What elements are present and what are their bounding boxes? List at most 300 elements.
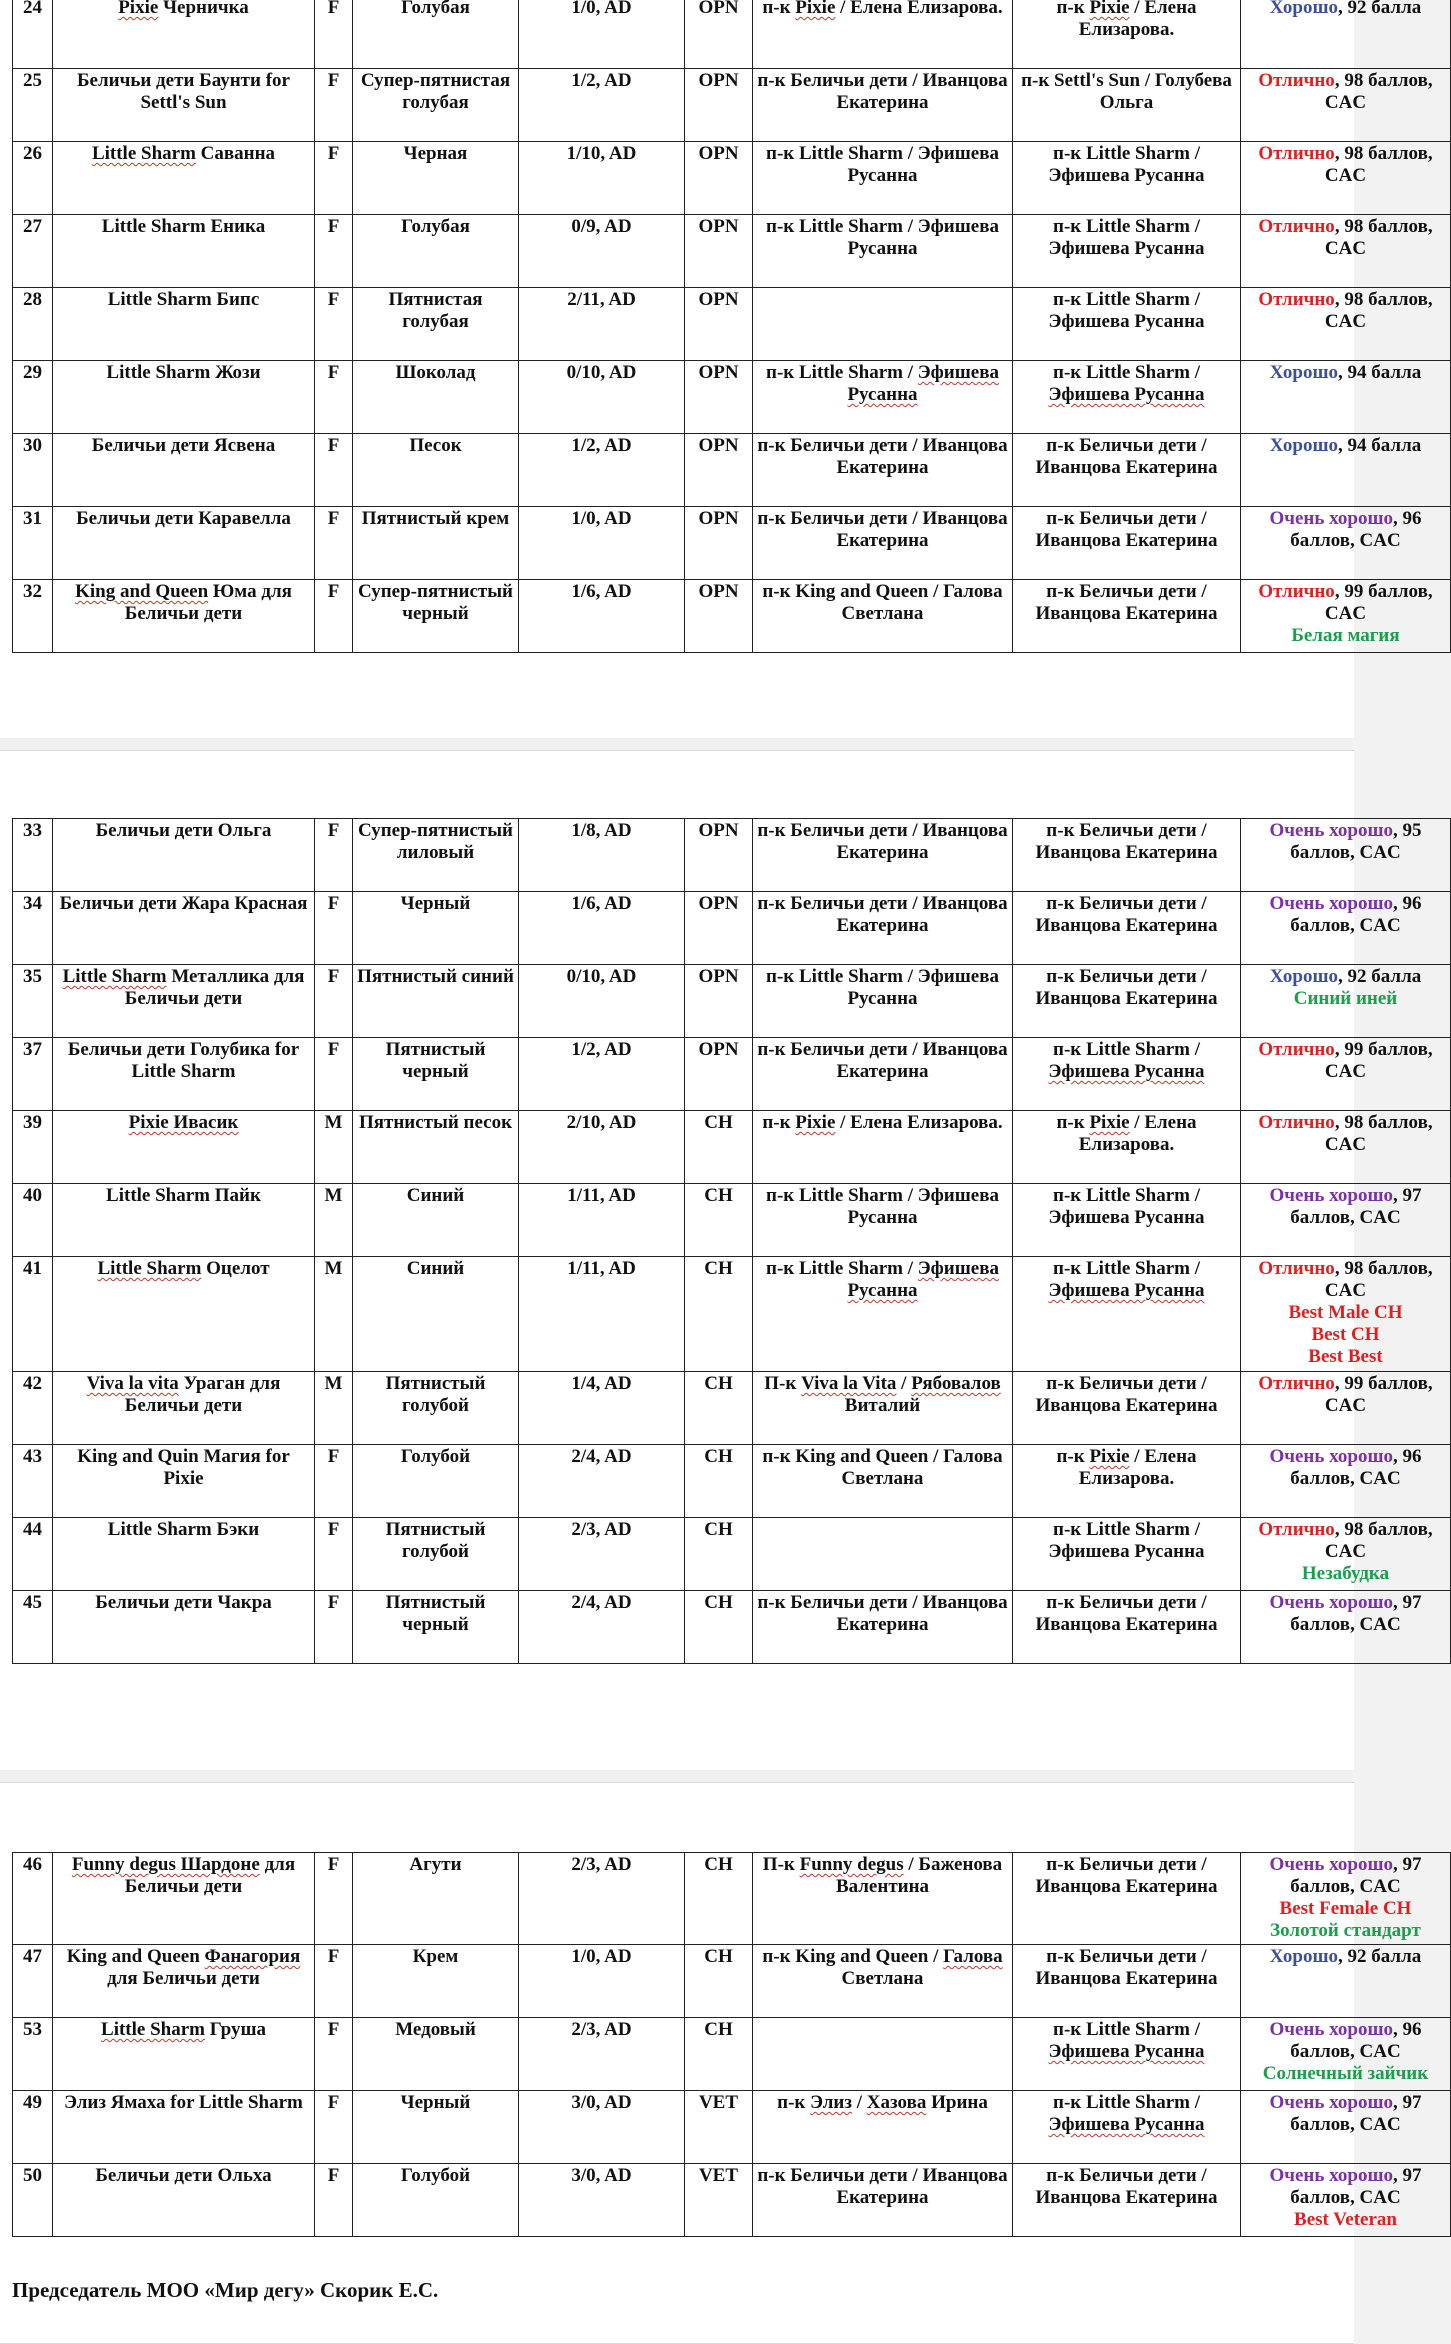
score-text: , 98 баллов, CAC (1324, 1112, 1433, 1155)
owner-cell: п-к Беличьи дети / Иванцова Екатерина (1013, 507, 1241, 580)
table-row (13, 1038, 1451, 1111)
breeder-cell: п-к Pixie / Елена Елизарова. (753, 0, 1013, 69)
result-cell (1241, 434, 1451, 507)
color-cell: Пятнистый голубой (353, 1518, 519, 1591)
age-cell: 2/4, AD (519, 1445, 685, 1518)
animal-name-cell: Little Sharm Оцелот (53, 1257, 315, 1372)
sex-cell: F (315, 361, 353, 434)
row-number-cell: 49 (13, 2091, 53, 2164)
animal-name-cell: Беличьи дети Жара Красная (53, 892, 315, 965)
result-cell (1241, 1853, 1451, 1945)
table-row (13, 580, 1451, 653)
animal-name-cell: Pixie Черничка (53, 0, 315, 69)
grade-label: Очень хорошо (1269, 2092, 1394, 2113)
result-cell (1241, 1184, 1451, 1257)
color-cell: Пятнистый крем (353, 507, 519, 580)
class-cell: OPN (685, 580, 753, 653)
row-number-cell: 45 (13, 1591, 53, 1664)
owner-cell: п-к Little Sharm / Эфишева Русанна (1013, 1038, 1241, 1111)
breeder-cell: п-к Little Sharm / Эфишева Русанна (753, 142, 1013, 215)
breeder-cell: п-к Беличьи дети / Иванцова Екатерина (753, 507, 1013, 580)
age-cell: 1/0, AD (519, 0, 685, 69)
breeder-cell: п-к Little Sharm / Эфишева Русанна (753, 965, 1013, 1038)
sex-cell: F (315, 1945, 353, 2018)
breeder-cell: п-к Little Sharm / Эфишева Русанна (753, 361, 1013, 434)
animal-name-cell: Беличьи дети Ольха (53, 2164, 315, 2237)
sex-cell: F (315, 580, 353, 653)
grade-label: Отлично (1258, 581, 1335, 602)
animal-name-cell: Little Sharm Пайк (53, 1184, 315, 1257)
breeder-cell: п-к Беличьи дети / Иванцова Екатерина (753, 819, 1013, 892)
sex-cell: M (315, 1111, 353, 1184)
table-row (13, 215, 1451, 288)
score-text: , 97 баллов, CAC (1290, 2165, 1422, 2208)
age-cell: 1/2, AD (519, 1038, 685, 1111)
result-cell (1241, 1445, 1451, 1518)
age-cell: 2/10, AD (519, 1111, 685, 1184)
age-cell: 2/4, AD (519, 1591, 685, 1664)
result-cell (1241, 69, 1451, 142)
registry-table-1 (12, 0, 1451, 653)
grade-label: Очень хорошо (1269, 820, 1394, 841)
breeder-cell (753, 1518, 1013, 1591)
result-cell (1241, 1591, 1451, 1664)
age-cell: 1/6, AD (519, 892, 685, 965)
breeder-cell (753, 2018, 1013, 2091)
score-text: , 97 баллов, CAC (1290, 1592, 1422, 1635)
age-cell: 3/0, AD (519, 2091, 685, 2164)
age-cell: 2/11, AD (519, 288, 685, 361)
sex-cell: F (315, 2018, 353, 2091)
grade-label: Очень хорошо (1269, 1185, 1394, 1206)
animal-name-cell: Беличьи дети Каравелла (53, 507, 315, 580)
color-cell: Супер-пятнистый черный (353, 580, 519, 653)
row-number-cell: 44 (13, 1518, 53, 1591)
age-cell: 1/10, AD (519, 142, 685, 215)
score-text: , 98 баллов, CAC (1324, 216, 1433, 259)
grade-label: Отлично (1258, 70, 1335, 91)
result-cell (1241, 819, 1451, 892)
class-cell: OPN (685, 215, 753, 288)
sex-cell: F (315, 215, 353, 288)
class-cell: OPN (685, 1038, 753, 1111)
class-cell: CH (685, 1257, 753, 1372)
page-gap (0, 738, 1354, 750)
animal-name-cell: Little Sharm Еника (53, 215, 315, 288)
result-cell (1241, 1038, 1451, 1111)
color-cell: Пятнистый голубой (353, 1372, 519, 1445)
age-cell: 1/0, AD (519, 507, 685, 580)
owner-cell: п-к Little Sharm / Эфишева Русанна (1013, 288, 1241, 361)
sex-cell: F (315, 507, 353, 580)
owner-cell: п-к Pixie / Елена Елизарова. (1013, 1111, 1241, 1184)
age-cell: 1/11, AD (519, 1184, 685, 1257)
breeder-cell: п-к Little Sharm / Эфишева Русанна (753, 215, 1013, 288)
color-cell: Песок (353, 434, 519, 507)
sex-cell: F (315, 69, 353, 142)
row-number-cell: 47 (13, 1945, 53, 2018)
animal-name-cell: King and Queen Юма для Беличьи дети (53, 580, 315, 653)
score-text: , 92 балла (1338, 1946, 1422, 1967)
score-text: , 94 балла (1338, 362, 1422, 383)
grade-label: Очень хорошо (1269, 1446, 1394, 1467)
score-text: , 97 баллов, CAC (1290, 1854, 1422, 1897)
award-title: Золотой стандарт (1270, 1920, 1421, 1941)
class-cell: OPN (685, 142, 753, 215)
row-number-cell: 27 (13, 215, 53, 288)
owner-cell: п-к Беличьи дети / Иванцова Екатерина (1013, 965, 1241, 1038)
award-title: Best Male CH (1288, 1302, 1403, 1323)
score-text: , 94 балла (1338, 435, 1422, 456)
owner-cell: п-к Беличьи дети / Иванцова Екатерина (1013, 580, 1241, 653)
row-number-cell: 46 (13, 1853, 53, 1945)
color-cell: Пятнистый черный (353, 1591, 519, 1664)
animal-name-cell: King and Queen Фанагория для Беличьи дети (53, 1945, 315, 2018)
animal-name-cell: Беличьи дети Ясвена (53, 434, 315, 507)
class-cell: VET (685, 2164, 753, 2237)
color-cell: Голубой (353, 1445, 519, 1518)
result-cell (1241, 1111, 1451, 1184)
animal-name-cell: Little Sharm Бэки (53, 1518, 315, 1591)
color-cell: Голубая (353, 215, 519, 288)
color-cell: Супер-пятнистая голубая (353, 69, 519, 142)
breeder-cell: п-к King and Queen / Галова Светлана (753, 580, 1013, 653)
row-number-cell: 43 (13, 1445, 53, 1518)
score-text: , 96 баллов, CAC (1290, 893, 1422, 936)
award-title: Незабудка (1301, 1563, 1390, 1584)
score-text: , 98 баллов, CAC (1324, 289, 1433, 332)
score-text: , 96 баллов, CAC (1290, 1446, 1422, 1489)
class-cell: OPN (685, 819, 753, 892)
row-number-cell: 28 (13, 288, 53, 361)
animal-name-cell: Беличьи дети Баунти for Settl's Sun (53, 69, 315, 142)
row-number-cell: 42 (13, 1372, 53, 1445)
owner-cell: п-к Беличьи дети / Иванцова Екатерина (1013, 1945, 1241, 2018)
grade-label: Очень хорошо (1269, 893, 1394, 914)
age-cell: 1/11, AD (519, 1257, 685, 1372)
row-number-cell: 33 (13, 819, 53, 892)
owner-cell: п-к Little Sharm / Эфишева Русанна (1013, 1257, 1241, 1372)
color-cell: Пятнистая голубая (353, 288, 519, 361)
animal-name-cell: Little Sharm Жози (53, 361, 315, 434)
animal-name-cell: Funny degus Шардоне для Беличьи дети (53, 1853, 315, 1945)
breeder-cell: п-к Беличьи дети / Иванцова Екатерина (753, 1591, 1013, 1664)
owner-cell: п-к Pixie / Елена Елизарова. (1013, 1445, 1241, 1518)
result-cell (1241, 2091, 1451, 2164)
result-cell (1241, 142, 1451, 215)
class-cell: CH (685, 1184, 753, 1257)
age-cell: 0/9, AD (519, 215, 685, 288)
breeder-cell: п-к Беличьи дети / Иванцова Екатерина (753, 1038, 1013, 1111)
breeder-cell: п-к Pixie / Елена Елизарова. (753, 1111, 1013, 1184)
color-cell: Крем (353, 1945, 519, 2018)
score-text: , 98 баллов, CAC (1324, 143, 1433, 186)
result-cell (1241, 965, 1451, 1038)
age-cell: 1/6, AD (519, 580, 685, 653)
grade-label: Отлично (1258, 143, 1335, 164)
class-cell: OPN (685, 361, 753, 434)
grade-label: Очень хорошо (1269, 1592, 1394, 1613)
grade-label: Отлично (1258, 216, 1335, 237)
row-number-cell: 34 (13, 892, 53, 965)
animal-name-cell: Viva la vita Ураган для Беличьи дети (53, 1372, 315, 1445)
table-row (13, 2018, 1451, 2091)
breeder-cell: п-к Little Sharm / Эфишева Русанна (753, 1257, 1013, 1372)
sex-cell: F (315, 819, 353, 892)
owner-cell: п-к Беличьи дети / Иванцова Екатерина (1013, 434, 1241, 507)
color-cell: Супер-пятнистый лиловый (353, 819, 519, 892)
sex-cell: F (315, 1853, 353, 1945)
result-cell (1241, 1372, 1451, 1445)
color-cell: Черная (353, 142, 519, 215)
grade-label: Отлично (1258, 1373, 1335, 1394)
animal-name-cell: Беличьи дети Чакра (53, 1591, 315, 1664)
score-text: , 99 баллов, CAC (1324, 1039, 1433, 1082)
color-cell: Черный (353, 892, 519, 965)
animal-name-cell: King and Quin Магия for Pixie (53, 1445, 315, 1518)
class-cell: OPN (685, 965, 753, 1038)
grade-label: Очень хорошо (1269, 1854, 1394, 1875)
grade-label: Хорошо (1269, 435, 1338, 456)
color-cell: Пятнистый песок (353, 1111, 519, 1184)
row-number-cell: 53 (13, 2018, 53, 2091)
sex-cell: F (315, 2164, 353, 2237)
score-text: , 92 балла (1338, 966, 1422, 987)
color-cell: Агути (353, 1853, 519, 1945)
sex-cell: F (315, 288, 353, 361)
sex-cell: F (315, 1591, 353, 1664)
owner-cell: п-к Беличьи дети / Иванцова Екатерина (1013, 892, 1241, 965)
grade-label: Отлично (1258, 1039, 1335, 1060)
color-cell: Медовый (353, 2018, 519, 2091)
sex-cell: M (315, 1372, 353, 1445)
score-text: , 99 баллов, CAC (1324, 1373, 1433, 1416)
breeder-cell: п-к Беличьи дети / Иванцова Екатерина (753, 2164, 1013, 2237)
award-title: Белая магия (1291, 625, 1400, 646)
score-text: , 98 баллов, CAC (1324, 1258, 1433, 1301)
class-cell: CH (685, 1853, 753, 1945)
class-cell: CH (685, 1111, 753, 1184)
animal-name-cell: Little Sharm Бипс (53, 288, 315, 361)
row-number-cell: 50 (13, 2164, 53, 2237)
owner-cell: п-к Беличьи дети / Иванцова Екатерина (1013, 2164, 1241, 2237)
result-cell (1241, 288, 1451, 361)
class-cell: CH (685, 1591, 753, 1664)
animal-name-cell: Pixie Ивасик (53, 1111, 315, 1184)
table-row (13, 507, 1451, 580)
sex-cell: F (315, 142, 353, 215)
owner-cell: п-к Little Sharm / Эфишева Русанна (1013, 1518, 1241, 1591)
table-row (13, 1518, 1451, 1591)
result-cell (1241, 892, 1451, 965)
color-cell: Пятнистый черный (353, 1038, 519, 1111)
age-cell: 1/4, AD (519, 1372, 685, 1445)
grade-label: Отлично (1258, 1112, 1335, 1133)
table-row (13, 361, 1451, 434)
result-cell (1241, 580, 1451, 653)
result-cell (1241, 1518, 1451, 1591)
color-cell: Голубой (353, 2164, 519, 2237)
owner-cell: п-к Беличьи дети / Иванцова Екатерина (1013, 1853, 1241, 1945)
grade-label: Отлично (1258, 1258, 1335, 1279)
breeder-cell (753, 288, 1013, 361)
color-cell: Голубая (353, 0, 519, 69)
color-cell: Синий (353, 1257, 519, 1372)
table-row (13, 1591, 1451, 1664)
age-cell: 2/3, AD (519, 1853, 685, 1945)
age-cell: 2/3, AD (519, 2018, 685, 2091)
grade-label: Очень хорошо (1269, 2165, 1394, 2186)
table-row (13, 0, 1451, 69)
sex-cell: F (315, 1445, 353, 1518)
breeder-cell: П-к Viva la Vita / Рябовалов Виталий (753, 1372, 1013, 1445)
age-cell: 3/0, AD (519, 2164, 685, 2237)
grade-label: Отлично (1258, 1519, 1335, 1540)
award-title: Синий иней (1293, 988, 1398, 1009)
owner-cell: п-к Pixie / Елена Елизарова. (1013, 0, 1241, 69)
table-row (13, 1445, 1451, 1518)
class-cell: OPN (685, 507, 753, 580)
score-text: , 98 баллов, CAC (1324, 70, 1433, 113)
breeder-cell: п-к Беличьи дети / Иванцова Екатерина (753, 434, 1013, 507)
row-number-cell: 29 (13, 361, 53, 434)
owner-cell: п-к Little Sharm / Эфишева Русанна (1013, 142, 1241, 215)
class-cell: CH (685, 1518, 753, 1591)
animal-name-cell: Беличьи дети Голубика for Little Sharm (53, 1038, 315, 1111)
table-row (13, 1372, 1451, 1445)
row-number-cell: 25 (13, 69, 53, 142)
breeder-cell: п-к King and Queen / Галова Светлана (753, 1445, 1013, 1518)
class-cell: OPN (685, 288, 753, 361)
result-cell (1241, 2018, 1451, 2091)
award-title: Best Veteran (1294, 2209, 1397, 2230)
row-number-cell: 31 (13, 507, 53, 580)
owner-cell: п-к Беличьи дети / Иванцова Екатерина (1013, 819, 1241, 892)
owner-cell: п-к Little Sharm / Эфишева Русанна (1013, 1184, 1241, 1257)
row-number-cell: 40 (13, 1184, 53, 1257)
sex-cell: F (315, 892, 353, 965)
table-row (13, 1853, 1451, 1945)
row-number-cell: 32 (13, 580, 53, 653)
color-cell: Черный (353, 2091, 519, 2164)
owner-cell: п-к Little Sharm / Эфишева Русанна (1013, 215, 1241, 288)
color-cell: Пятнистый синий (353, 965, 519, 1038)
award-title: Best Female CH (1279, 1898, 1412, 1919)
class-cell: OPN (685, 0, 753, 69)
sex-cell: F (315, 1518, 353, 1591)
result-cell (1241, 507, 1451, 580)
registry-table-3 (12, 1852, 1451, 2237)
result-cell (1241, 1945, 1451, 2018)
owner-cell: п-к Little Sharm / Эфишева Русанна (1013, 2091, 1241, 2164)
owner-cell: п-к Settl's Sun / Голубева Ольга (1013, 69, 1241, 142)
grade-label: Хорошо (1269, 1946, 1338, 1967)
row-number-cell: 35 (13, 965, 53, 1038)
award-title: Солнечный зайчик (1262, 2063, 1429, 2084)
page-gap (0, 1770, 1354, 1782)
score-text: , 95 баллов, CAC (1290, 820, 1422, 863)
row-number-cell: 41 (13, 1257, 53, 1372)
score-text: , 97 баллов, CAC (1290, 1185, 1422, 1228)
result-cell (1241, 215, 1451, 288)
sex-cell: M (315, 1184, 353, 1257)
class-cell: VET (685, 2091, 753, 2164)
class-cell: CH (685, 2018, 753, 2091)
award-title: Best Best (1308, 1346, 1383, 1367)
sex-cell: F (315, 434, 353, 507)
animal-name-cell: Little Sharm Металлика для Беличьи дети (53, 965, 315, 1038)
sex-cell: F (315, 965, 353, 1038)
color-cell: Шоколад (353, 361, 519, 434)
award-title: Best CH (1311, 1324, 1380, 1345)
breeder-cell: п-к King and Queen / Галова Светлана (753, 1945, 1013, 2018)
animal-name-cell: Беличьи дети Ольга (53, 819, 315, 892)
table-row (13, 892, 1451, 965)
breeder-cell: п-к Беличьи дети / Иванцова Екатерина (753, 69, 1013, 142)
score-text: , 99 баллов, CAC (1324, 581, 1433, 624)
grade-label: Очень хорошо (1269, 508, 1394, 529)
table-row (13, 1111, 1451, 1184)
score-text: , 96 баллов, CAC (1290, 508, 1422, 551)
owner-cell: п-к Little Sharm / Эфишева Русанна (1013, 361, 1241, 434)
registry-table-2 (12, 818, 1451, 1664)
table-row (13, 2091, 1451, 2164)
sex-cell: F (315, 2091, 353, 2164)
age-cell: 2/3, AD (519, 1518, 685, 1591)
breeder-cell: П-к Funny degus / Баженова Валентина (753, 1853, 1013, 1945)
age-cell: 1/2, AD (519, 69, 685, 142)
grade-label: Хорошо (1269, 362, 1338, 383)
result-cell (1241, 2164, 1451, 2237)
age-cell: 1/8, AD (519, 819, 685, 892)
result-cell (1241, 1257, 1451, 1372)
row-number-cell: 26 (13, 142, 53, 215)
table-row (13, 1945, 1451, 2018)
color-cell: Синий (353, 1184, 519, 1257)
table-row (13, 819, 1451, 892)
animal-name-cell: Элиз Ямаха for Little Sharm (53, 2091, 315, 2164)
table-row (13, 69, 1451, 142)
table-row (13, 142, 1451, 215)
sex-cell: M (315, 1257, 353, 1372)
grade-label: Хорошо (1269, 966, 1338, 987)
class-cell: CH (685, 1445, 753, 1518)
animal-name-cell: Little Sharm Саванна (53, 142, 315, 215)
table-row (13, 2164, 1451, 2237)
row-number-cell: 24 (13, 0, 53, 69)
row-number-cell: 37 (13, 1038, 53, 1111)
table-row (13, 434, 1451, 507)
footer-signature: Председатель МОО «Мир дегу» Скорик Е.С. (12, 2278, 439, 2302)
breeder-cell: п-к Little Sharm / Эфишева Русанна (753, 1184, 1013, 1257)
class-cell: OPN (685, 69, 753, 142)
class-cell: OPN (685, 892, 753, 965)
table-row (13, 1184, 1451, 1257)
owner-cell: п-к Little Sharm / Эфишева Русанна (1013, 2018, 1241, 2091)
breeder-cell: п-к Беличьи дети / Иванцова Екатерина (753, 892, 1013, 965)
owner-cell: п-к Беличьи дети / Иванцова Екатерина (1013, 1591, 1241, 1664)
result-cell (1241, 0, 1451, 69)
breeder-cell: п-к Элиз / Хазова Ирина (753, 2091, 1013, 2164)
age-cell: 1/2, AD (519, 434, 685, 507)
grade-label: Очень хорошо (1269, 2019, 1394, 2040)
row-number-cell: 30 (13, 434, 53, 507)
row-number-cell: 39 (13, 1111, 53, 1184)
score-text: , 98 баллов, CAC (1324, 1519, 1433, 1562)
age-cell: 0/10, AD (519, 965, 685, 1038)
grade-label: Хорошо (1269, 0, 1338, 18)
table-row (13, 1257, 1451, 1372)
